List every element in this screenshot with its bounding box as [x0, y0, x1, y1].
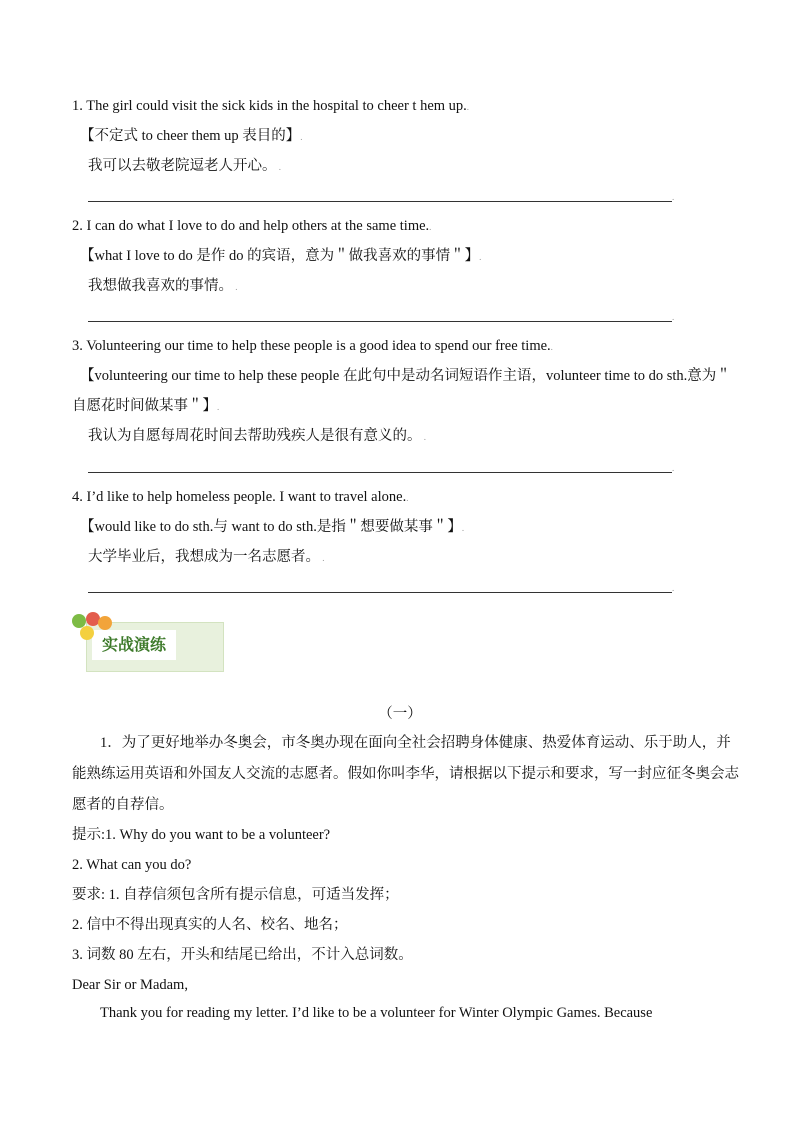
item-4-prompt: 大学毕业后，我想成为一名志愿者。 . [88, 549, 325, 565]
item-1-note: 【不定式 to cheer them up 表目的】. [80, 128, 303, 144]
exercise-para-1: 1．为了更好地举办冬奥会，市冬奥办现在面向全社会招聘身体健康、热爱体育运动、乐于助人，并 [100, 735, 731, 751]
item-3-sentence: 3. Volunteering our time to help these people is a good idea to spend our free time.. [72, 338, 553, 354]
answer-line-1[interactable] [88, 201, 672, 202]
item-2-prompt: 我想做我喜欢的事情。 . [88, 278, 238, 294]
item-2-note: 【what I love to do 是作 do 的宾语，意为＂做我喜欢的事情＂】. [80, 248, 482, 264]
item-4-note: 【would like to do sth.与 want to do sth.是指＂想要做某事＂】. [80, 519, 465, 535]
item-3-prompt: 我认为自愿每周花时间去帮助残疾人是很有意义的。 . [88, 428, 426, 444]
orange-dot-icon [98, 616, 112, 630]
answer-line-3[interactable] [88, 472, 672, 473]
item-4-sentence: 4. I’d like to help homeless people. I want to travel alone.. [72, 489, 409, 505]
letter-salutation: Dear Sir or Madam, [72, 977, 188, 993]
hint-2: 2. What can you do? [72, 857, 192, 873]
exercise-heading: （一） [378, 706, 422, 722]
item-3-note-cont: 自愿花时间做某事＂】. [72, 398, 220, 414]
requirement-1: 要求: 1. 自荐信须包含所有提示信息，可适当发挥； [72, 887, 399, 903]
yellow-dot-icon [80, 626, 94, 640]
requirement-3: 3. 词数 80 左右，开头和结尾已给出，不计入总词数。 [72, 947, 413, 963]
hint-1: 提示:1. Why do you want to be a volunteer? [72, 827, 331, 843]
letter-opening: Thank you for reading my letter. I’d like to be a volunteer for Winter Olympic Games. Because [100, 1005, 653, 1021]
exercise-para-3: 愿者的自荐信。 [72, 797, 174, 813]
item-1-prompt: 我可以去敬老院逗老人开心。 . [88, 158, 281, 174]
exercise-para-2: 能熟练运用英语和外国友人交流的志愿者。假如你叫李华，请根据以下提示和要求，写一封应征冬奥会志 [72, 766, 739, 782]
item-2-sentence: 2. I can do what I love to do and help others at the same time.. [72, 218, 432, 234]
section-badge [72, 612, 228, 674]
badge-label: 实战演练 [101, 635, 166, 654]
item-3-note: 【volunteering our time to help these people 在此句中是动名词短语作主语，volunteer time to do sth.意为＂ [80, 368, 731, 384]
item-1-sentence: 1. The girl could visit the sick kids in the hospital to cheer t hem up.. [72, 98, 470, 114]
answer-line-4[interactable] [88, 592, 672, 593]
answer-line-2[interactable] [88, 321, 672, 322]
requirement-2: 2. 信中不得出现真实的人名、校名、地名； [72, 917, 348, 933]
